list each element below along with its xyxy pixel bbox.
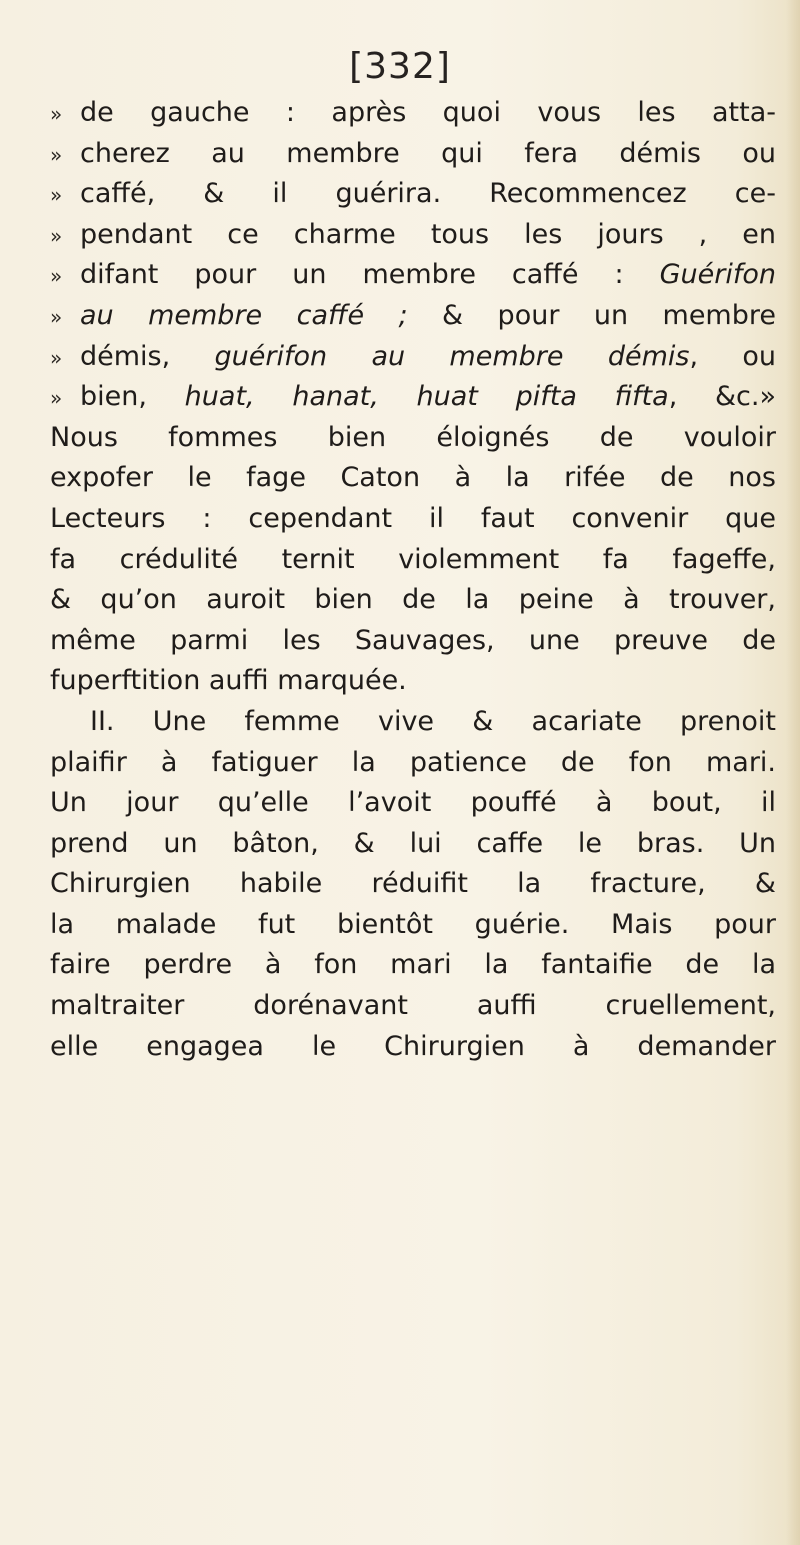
text-line — [50, 540, 776, 581]
text-segment: & pour un membre — [407, 299, 776, 331]
quote-mark: » — [50, 345, 63, 370]
italic-segment: au membre caffé ; — [80, 299, 408, 331]
text-line — [50, 93, 776, 134]
text-segment: & qu’on auroit bien de la peine à trouver, — [50, 584, 776, 616]
text-segment: démis, — [80, 340, 215, 372]
quote-mark: » — [50, 183, 63, 208]
text-segment: Chirurgien habile réduifit la fracture, & — [50, 868, 776, 900]
text-line — [50, 337, 776, 378]
text-segment: même parmi les Sauvages, une preuve de — [50, 624, 776, 656]
text-line — [50, 174, 776, 215]
text-line — [50, 499, 776, 540]
text-line — [50, 661, 776, 702]
text-line — [50, 458, 776, 499]
text-segment: fa crédulité ternit violemment fa fageffe, — [50, 543, 776, 575]
text-segment: II. Une femme vive & acariate prenoit — [90, 705, 776, 737]
italic-segment: guérifon au membre démis — [214, 340, 690, 372]
text-line — [50, 905, 776, 946]
text-segment: elle engagea le Chirurgien à demander — [50, 1030, 776, 1062]
quote-mark: » — [50, 142, 63, 167]
italic-segment: Guérifon — [659, 259, 776, 291]
text-segment: maltraiter dorénavant auffi cruellement, — [50, 990, 776, 1022]
text-line — [50, 621, 776, 662]
quote-mark: » — [50, 386, 63, 411]
text-segment: difant pour un membre caffé : — [80, 259, 660, 291]
text-line — [50, 255, 776, 296]
italic-segment: huat, hanat, huat pifta fifta — [184, 381, 669, 413]
text-line — [50, 1027, 776, 1068]
text-line — [50, 702, 776, 743]
text-line — [50, 824, 776, 865]
text-line — [50, 418, 776, 459]
text-line — [50, 296, 776, 337]
text-line — [50, 377, 776, 418]
text-segment: , &c.» — [668, 381, 776, 413]
text-line — [50, 134, 776, 175]
quote-mark: » — [50, 102, 63, 126]
quote-mark: » — [50, 264, 63, 289]
text-line — [50, 215, 776, 256]
text-line — [50, 986, 776, 1027]
text-line — [50, 864, 776, 905]
text-segment: de gauche : après quoi vous les atta- — [80, 97, 776, 128]
text-segment: caffé, & il guérira. Recommencez ce- — [80, 178, 776, 210]
text-segment: plaifir à fatiguer la patience de fon mari. — [50, 746, 776, 778]
text-segment: la malade fut bientôt guérie. Mais pour — [50, 908, 776, 940]
body-text — [50, 93, 776, 1067]
page-edge-shadow — [786, 0, 800, 1545]
text-segment: Un jour qu’elle l’avoit pouffé à bout, il — [50, 787, 776, 819]
text-segment: expofer le fage Caton à la rifée de nos — [50, 462, 776, 494]
text-segment: cherez au membre qui fera démis ou — [80, 137, 776, 169]
text-line — [50, 783, 776, 824]
text-segment: faire perdre à fon mari la fantaifie de la — [50, 949, 776, 981]
text-line — [50, 743, 776, 784]
quote-mark: » — [50, 304, 63, 329]
text-line — [50, 580, 776, 621]
text-segment: pendant ce charme tous les jours , en — [80, 218, 776, 250]
text-segment: Lecteurs : cependant il faut convenir que — [50, 502, 776, 534]
text-segment: Nous fommes bien éloignés de vouloir — [50, 421, 776, 453]
text-segment: bien, — [80, 381, 185, 413]
text-segment: fuperftition auffi marquée. — [50, 665, 407, 697]
page-number: [332] — [349, 46, 451, 87]
text-line — [50, 945, 776, 986]
quote-mark: » — [50, 223, 63, 248]
text-segment: , ou — [689, 340, 776, 372]
text-segment: prend un bâton, & lui caffe le bras. Un — [50, 827, 776, 859]
